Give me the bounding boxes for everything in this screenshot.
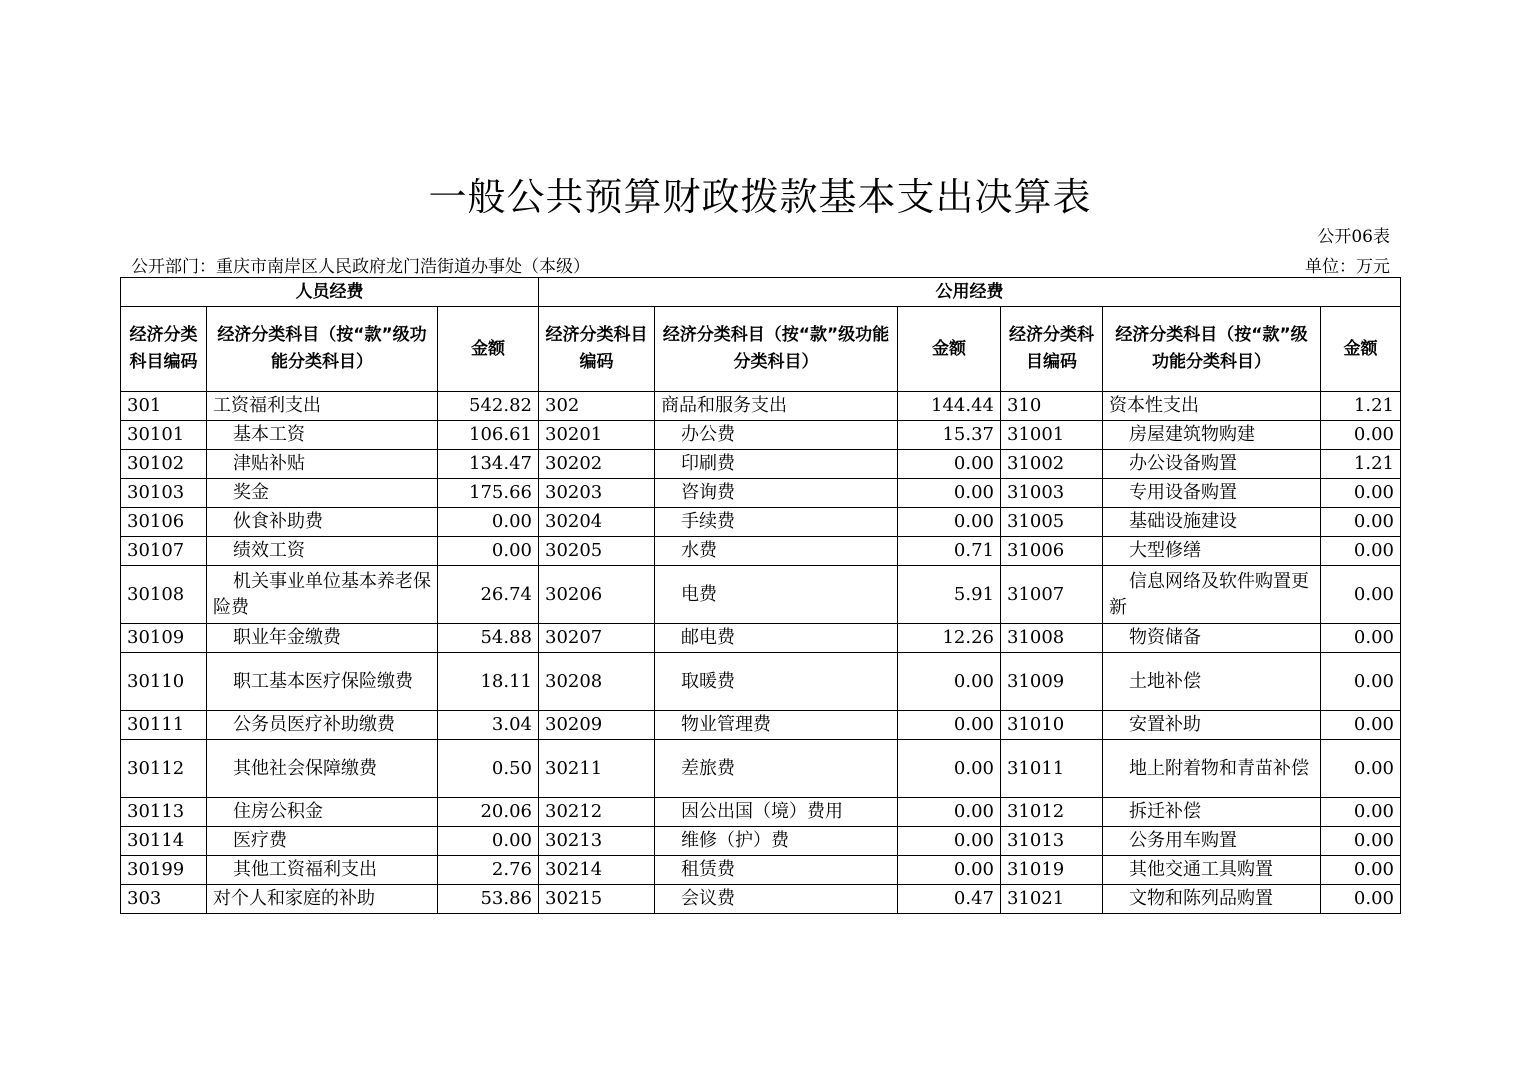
- category-name-text: 会议费: [681, 888, 735, 909]
- amount-value: 0.00: [898, 711, 1001, 740]
- category-name-text: 奖金: [233, 482, 269, 503]
- category-name: [1103, 566, 1321, 624]
- category-name-text: 物资储备: [1129, 627, 1201, 648]
- amount-value: 0.00: [898, 450, 1001, 479]
- amount-value: 12.26: [898, 624, 1001, 653]
- category-name-text: 租赁费: [681, 859, 735, 880]
- category-name: [655, 653, 898, 711]
- amount-value: 0.00: [1321, 624, 1401, 653]
- table-row: [121, 856, 1401, 885]
- amount-value: 26.74: [438, 566, 539, 624]
- category-name-text: 基本工资: [233, 424, 305, 445]
- table-row: [121, 827, 1401, 856]
- category-name: [1103, 740, 1321, 798]
- category-name-text: 对个人和家庭的补助: [213, 888, 375, 909]
- category-code: 30111: [121, 711, 207, 740]
- category-code: 301: [121, 392, 207, 421]
- amount-value: 0.00: [898, 798, 1001, 827]
- category-name-text: 因公出国（境）费用: [681, 801, 843, 822]
- category-name-text: 办公费: [681, 424, 735, 445]
- category-name: [207, 566, 438, 624]
- category-name: [207, 537, 438, 566]
- header-code: 经济分类科目编码: [539, 307, 655, 392]
- category-code: 30201: [539, 421, 655, 450]
- amount-value: 0.00: [898, 653, 1001, 711]
- category-code: 30212: [539, 798, 655, 827]
- amount-value: 0.00: [898, 740, 1001, 798]
- category-name-text: 基础设施建设: [1129, 511, 1237, 532]
- category-name-text: 专用设备购置: [1129, 482, 1237, 503]
- category-name: [655, 508, 898, 537]
- category-name: [655, 711, 898, 740]
- category-name-text: 房屋建筑物购建: [1129, 424, 1255, 445]
- expenditure-table: [120, 277, 1401, 914]
- category-code: 30215: [539, 885, 655, 914]
- table-row: [121, 479, 1401, 508]
- amount-value: 1.21: [1321, 392, 1401, 421]
- amount-value: 1.21: [1321, 450, 1401, 479]
- form-number: 公开06表: [1317, 227, 1390, 247]
- category-name-text: 住房公积金: [233, 801, 323, 822]
- category-name-text: 其他工资福利支出: [233, 859, 377, 880]
- category-name: [207, 392, 438, 421]
- category-code: 31012: [1001, 798, 1103, 827]
- category-name: [1103, 624, 1321, 653]
- category-name: [207, 653, 438, 711]
- category-name: [655, 450, 898, 479]
- category-name: [207, 798, 438, 827]
- amount-value: 0.50: [438, 740, 539, 798]
- amount-value: 53.86: [438, 885, 539, 914]
- category-code: 31010: [1001, 711, 1103, 740]
- category-name-text: 办公设备购置: [1129, 453, 1237, 474]
- category-name-text: 文物和陈列品购置: [1129, 888, 1273, 909]
- category-name-text: 大型修缮: [1129, 540, 1201, 561]
- category-name-text: 维修（护）费: [681, 830, 789, 851]
- category-code: 30207: [539, 624, 655, 653]
- category-name: [1103, 537, 1321, 566]
- header-code: 经济分类科目编码: [1001, 307, 1103, 392]
- amount-value: 144.44: [898, 392, 1001, 421]
- amount-value: 0.00: [898, 827, 1001, 856]
- table-row: [121, 653, 1401, 711]
- category-code: 31013: [1001, 827, 1103, 856]
- unit-label: 单位：万元: [1305, 257, 1390, 277]
- category-name: [1103, 827, 1321, 856]
- category-name: [655, 740, 898, 798]
- category-code: 31001: [1001, 421, 1103, 450]
- amount-value: 5.91: [898, 566, 1001, 624]
- category-name: [655, 885, 898, 914]
- category-name: [655, 421, 898, 450]
- category-name-text: 职工基本医疗保险缴费: [233, 670, 413, 692]
- category-name-text: 取暖费: [681, 670, 735, 692]
- category-code: 302: [539, 392, 655, 421]
- table-row: [121, 392, 1401, 421]
- category-name-text: 工资福利支出: [213, 395, 321, 416]
- category-name-text: 绩效工资: [233, 540, 305, 561]
- table-row: [121, 885, 1401, 914]
- category-name: [1103, 479, 1321, 508]
- header-name: 经济分类科目（按“款”级功能分类科目）: [655, 307, 898, 392]
- category-code: 303: [121, 885, 207, 914]
- amount-value: 18.11: [438, 653, 539, 711]
- category-name-text: 水费: [681, 540, 717, 561]
- amount-value: 0.00: [1321, 856, 1401, 885]
- category-name-text: 津贴补贴: [233, 453, 305, 474]
- category-name: [207, 740, 438, 798]
- category-code: 30208: [539, 653, 655, 711]
- category-code: 30211: [539, 740, 655, 798]
- amount-value: 175.66: [438, 479, 539, 508]
- category-name: [1103, 508, 1321, 537]
- amount-value: 0.00: [898, 479, 1001, 508]
- category-name-text: 医疗费: [233, 830, 287, 851]
- table-row: [121, 421, 1401, 450]
- category-name: [207, 885, 438, 914]
- category-code: 31021: [1001, 885, 1103, 914]
- category-code: 30102: [121, 450, 207, 479]
- category-name: [207, 450, 438, 479]
- category-name-text: 商品和服务支出: [661, 395, 787, 416]
- category-code: 30205: [539, 537, 655, 566]
- category-name: [207, 827, 438, 856]
- category-name-text: 咨询费: [681, 482, 735, 503]
- amount-value: 0.47: [898, 885, 1001, 914]
- table-body: [121, 392, 1401, 914]
- category-name: [207, 711, 438, 740]
- amount-value: 0.00: [438, 508, 539, 537]
- category-name-text: 物业管理费: [681, 714, 771, 735]
- category-name-text: 其他社会保障缴费: [233, 757, 377, 779]
- amount-value: 0.00: [1321, 479, 1401, 508]
- category-name: [655, 624, 898, 653]
- category-name-text: 职业年金缴费: [233, 627, 341, 648]
- amount-value: 15.37: [898, 421, 1001, 450]
- amount-value: 54.88: [438, 624, 539, 653]
- category-code: 31008: [1001, 624, 1103, 653]
- category-name: [1103, 798, 1321, 827]
- category-name-text: 邮电费: [681, 627, 735, 648]
- category-code: 30113: [121, 798, 207, 827]
- category-name: [207, 624, 438, 653]
- amount-value: 3.04: [438, 711, 539, 740]
- amount-value: 0.00: [1321, 566, 1401, 624]
- category-name: [1103, 392, 1321, 421]
- header-amount: 金额: [898, 307, 1001, 392]
- category-code: 30112: [121, 740, 207, 798]
- category-name: [207, 508, 438, 537]
- category-code: 30214: [539, 856, 655, 885]
- amount-value: 0.00: [1321, 508, 1401, 537]
- category-name: [655, 566, 898, 624]
- category-name: [1103, 421, 1321, 450]
- category-name: [655, 827, 898, 856]
- category-name-text: 手续费: [681, 511, 735, 532]
- amount-value: 0.00: [1321, 885, 1401, 914]
- amount-value: 542.82: [438, 392, 539, 421]
- group-personnel: 人员经费: [121, 278, 539, 307]
- category-code: 30101: [121, 421, 207, 450]
- category-code: 30203: [539, 479, 655, 508]
- category-code: 31005: [1001, 508, 1103, 537]
- category-name: [655, 537, 898, 566]
- category-code: 31011: [1001, 740, 1103, 798]
- amount-value: 0.00: [1321, 740, 1401, 798]
- category-code: 31002: [1001, 450, 1103, 479]
- amount-value: 106.61: [438, 421, 539, 450]
- department-label: 公开部门：重庆市南岸区人民政府龙门浩街道办事处（本级）: [131, 257, 590, 277]
- group-public: 公用经费: [539, 278, 1401, 307]
- category-name-text: 印刷费: [681, 453, 735, 474]
- category-name-text: 其他交通工具购置: [1129, 859, 1273, 880]
- amount-value: 0.00: [1321, 827, 1401, 856]
- amount-value: 20.06: [438, 798, 539, 827]
- category-name-text: 公务员医疗补助缴费: [233, 714, 395, 735]
- category-code: 30204: [539, 508, 655, 537]
- table-row: [121, 450, 1401, 479]
- header-amount: 金额: [1321, 307, 1401, 392]
- table-row: [121, 566, 1401, 624]
- amount-value: 0.71: [898, 537, 1001, 566]
- amount-value: 0.00: [1321, 798, 1401, 827]
- category-name: [207, 856, 438, 885]
- category-code: 30114: [121, 827, 207, 856]
- category-code: 30209: [539, 711, 655, 740]
- category-name-text: 差旅费: [681, 757, 735, 779]
- table-row: [121, 624, 1401, 653]
- category-name: [655, 856, 898, 885]
- category-name-text: 公务用车购置: [1129, 830, 1237, 851]
- table-row: [121, 711, 1401, 740]
- category-code: 30199: [121, 856, 207, 885]
- table-row: [121, 798, 1401, 827]
- table-row: [121, 537, 1401, 566]
- category-name-text: 地上附着物和青苗补偿: [1129, 757, 1309, 779]
- header-name: 经济分类科目（按“款”级功能分类科目）: [207, 307, 438, 392]
- category-name: [207, 479, 438, 508]
- category-code: 31006: [1001, 537, 1103, 566]
- category-code: 30108: [121, 566, 207, 624]
- category-code: 30202: [539, 450, 655, 479]
- category-code: 31009: [1001, 653, 1103, 711]
- category-name: [1103, 885, 1321, 914]
- amount-value: 0.00: [438, 827, 539, 856]
- table-row: [121, 508, 1401, 537]
- amount-value: 134.47: [438, 450, 539, 479]
- category-name-text: 机关事业单位基本养老保险费: [213, 570, 431, 618]
- amount-value: 0.00: [1321, 653, 1401, 711]
- category-name-text: 拆迁补偿: [1129, 801, 1201, 822]
- category-name: [655, 798, 898, 827]
- category-name: [655, 479, 898, 508]
- category-name: [1103, 450, 1321, 479]
- header-code: 经济分类科目编码: [121, 307, 207, 392]
- header-amount: 金额: [438, 307, 539, 392]
- category-code: 30206: [539, 566, 655, 624]
- category-name-text: 电费: [681, 583, 717, 605]
- header-name: 经济分类科目（按“款”级功能分类科目）: [1103, 307, 1321, 392]
- amount-value: 2.76: [438, 856, 539, 885]
- category-code: 30110: [121, 653, 207, 711]
- category-name-text: 信息网络及软件购置更新: [1109, 570, 1309, 618]
- category-code: 30107: [121, 537, 207, 566]
- category-name-text: 伙食补助费: [233, 511, 323, 532]
- category-code: 30103: [121, 479, 207, 508]
- amount-value: 0.00: [898, 856, 1001, 885]
- category-name: [1103, 711, 1321, 740]
- category-name-text: 资本性支出: [1109, 395, 1199, 416]
- category-name: [655, 392, 898, 421]
- category-code: 30106: [121, 508, 207, 537]
- amount-value: 0.00: [438, 537, 539, 566]
- table-row: [121, 740, 1401, 798]
- category-name: [1103, 856, 1321, 885]
- category-code: 310: [1001, 392, 1103, 421]
- category-code: 30213: [539, 827, 655, 856]
- category-code: 31007: [1001, 566, 1103, 624]
- amount-value: 0.00: [1321, 711, 1401, 740]
- amount-value: 0.00: [898, 508, 1001, 537]
- category-code: 31003: [1001, 479, 1103, 508]
- category-name-text: 土地补偿: [1129, 670, 1201, 692]
- category-name: [1103, 653, 1321, 711]
- category-name: [207, 421, 438, 450]
- page-title: 一般公共预算财政拨款基本支出决算表: [428, 175, 1092, 219]
- amount-value: 0.00: [1321, 537, 1401, 566]
- category-code: 30109: [121, 624, 207, 653]
- category-code: 31019: [1001, 856, 1103, 885]
- category-name-text: 安置补助: [1129, 714, 1201, 735]
- amount-value: 0.00: [1321, 421, 1401, 450]
